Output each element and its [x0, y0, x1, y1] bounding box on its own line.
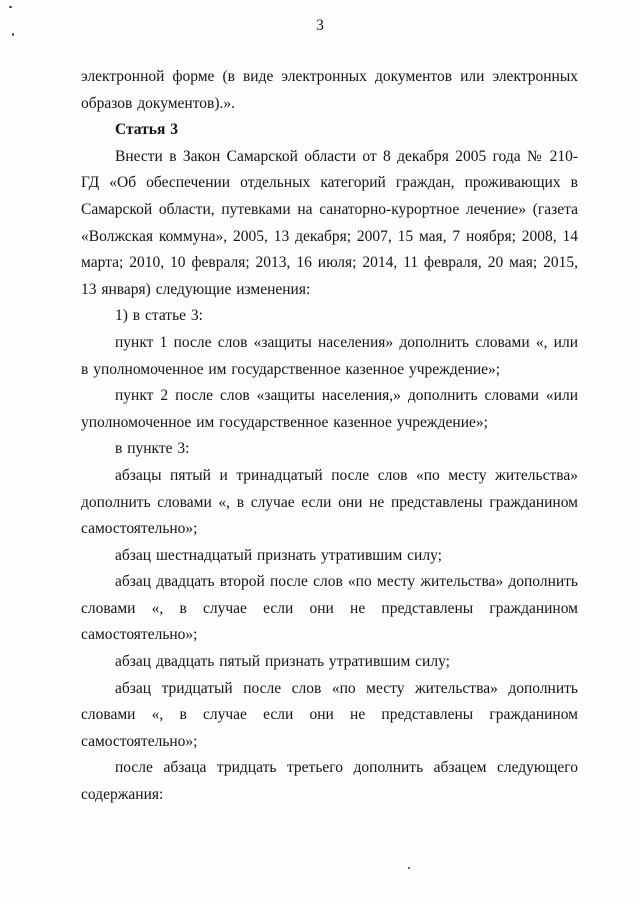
paragraph: пункт 1 после слов «защиты населения» дополнить словами «, или в уполномоченное им государственное казенное учреждение»;: [81, 333, 578, 378]
document-body: [81, 64, 578, 809]
paragraph: Внести в Закон Самарской области от 8 декабря 2005 года № 210-ГД «Об обеспечении отдельных категорий граждан, проживающих в Самарской области, путевками на санаторно-курортное лечение» (газета «Волжская коммуна», 2005, 13 декабря; 2007, 15 мая, 7 ноября; 2008, 14 марта; 2010, 10 февраля; 2013, 16 июля; 2014, 11 февраля, 20 мая; 2015, 13 января) следующие изменения:: [81, 147, 578, 298]
paragraph: абзац двадцать второй после слов «по месту жительства» дополнить словами «, в случае если они не представлены гражданином самостоятельно»;: [81, 573, 578, 644]
page-number: 3: [316, 17, 324, 34]
paragraph-continuation: электронной форме (в виде электронных документов или электронных образов документов).».: [81, 68, 578, 112]
paragraph: абзац тридцатый после слов «по месту жительства» дополнить словами «, в случае если они не представлены гражданином самостоятельно»;: [81, 679, 578, 750]
paragraph: в пункте 3:: [115, 440, 190, 458]
paragraph: абзац шестнадцатый признать утратившим силу;: [115, 546, 442, 564]
paragraph: пункт 2 после слов «защиты населения,» дополнить словами «или уполномоченное им государственное казенное учреждение»;: [81, 387, 578, 431]
article-heading: Статья 3: [115, 121, 178, 139]
scan-artifact: [9, 6, 12, 8]
scan-artifact: [12, 33, 14, 36]
paragraph: 1) в статье 3:: [115, 307, 203, 325]
paragraph: абзацы пятый и тринадцатый после слов «по месту жительства» дополнить словами «, в случае если они не представлены гражданином самостоятельно»;: [81, 466, 578, 538]
paragraph: после абзаца тридцать третьего дополнить абзацем следующего содержания:: [81, 759, 578, 804]
paragraph: абзац двадцать пятый признать утратившим силу;: [115, 653, 450, 671]
scan-artifact: [408, 867, 410, 869]
